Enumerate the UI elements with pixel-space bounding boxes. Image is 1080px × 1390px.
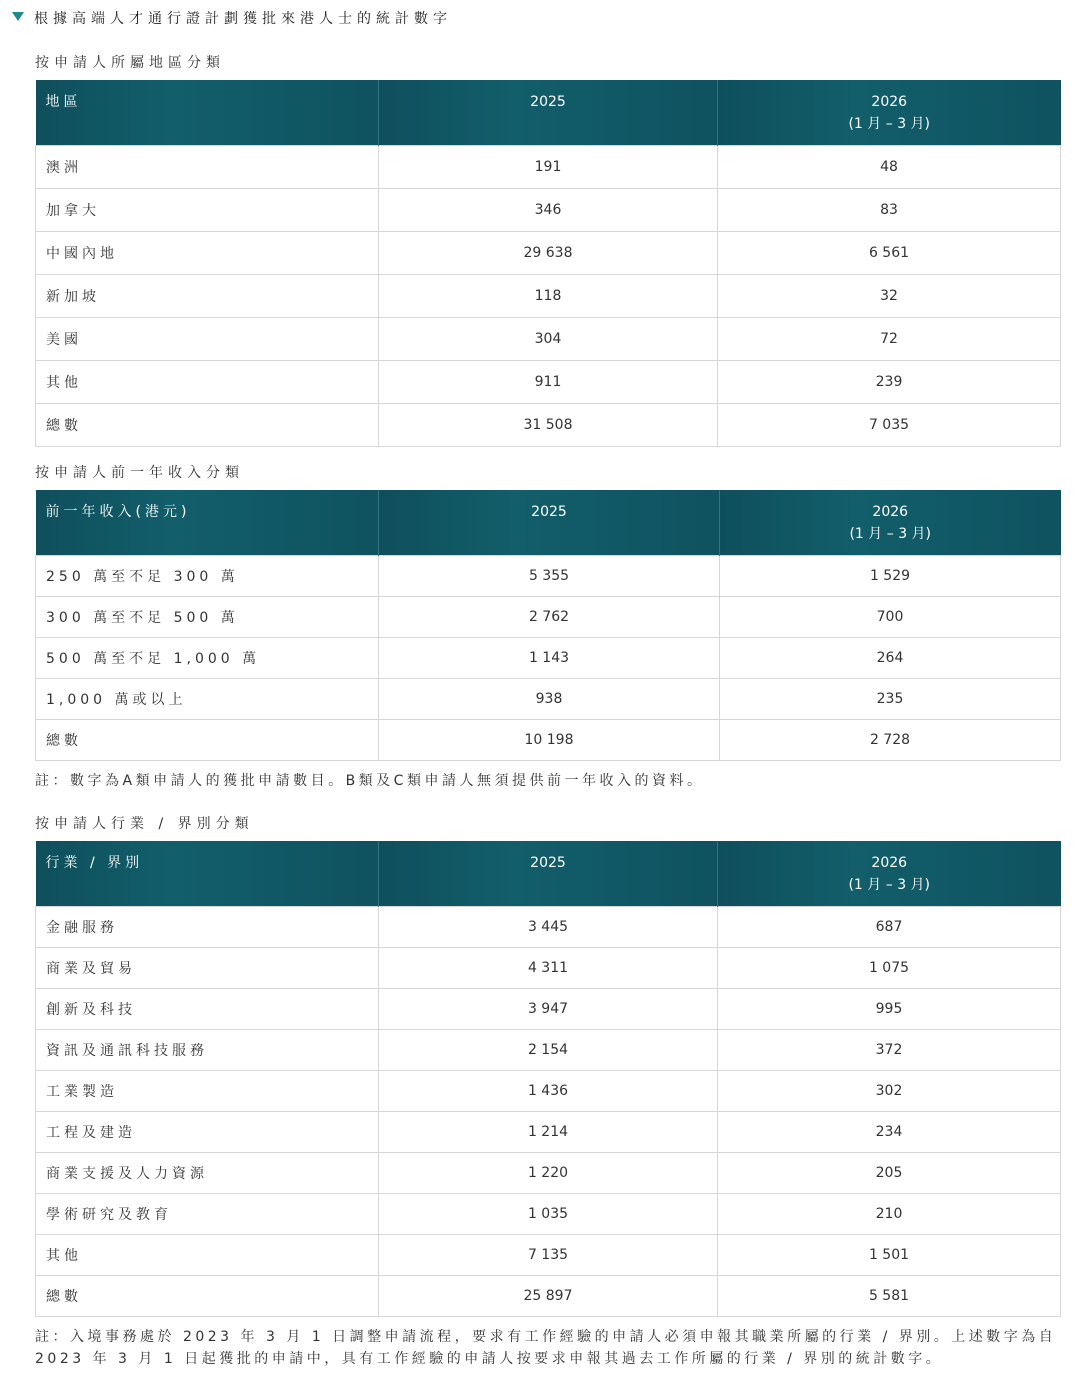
- value-2026: 7 035: [718, 403, 1061, 446]
- row-label: 250 萬至不足 300 萬: [36, 555, 379, 596]
- row-label: 500 萬至不足 1,000 萬: [36, 637, 379, 678]
- header-2026-period: (1 月 – 3 月): [848, 116, 931, 132]
- header-2026: [718, 80, 1061, 145]
- table-row: [36, 1234, 1061, 1275]
- value-2025: 1 436: [379, 1070, 718, 1111]
- row-label: 其他: [36, 360, 379, 403]
- table-row: [36, 1029, 1061, 1070]
- value-2025: 10 198: [379, 719, 720, 760]
- table-row: [36, 1152, 1061, 1193]
- row-label: 新加坡: [36, 274, 379, 317]
- header-2026-year: 2026: [871, 855, 908, 871]
- value-2026: 235: [720, 678, 1061, 719]
- value-2026: 210: [718, 1193, 1061, 1234]
- table-row: [36, 637, 1061, 678]
- table-row: [36, 274, 1061, 317]
- industry-note: 註：入境事務處於 2023 年 3 月 1 日調整申請流程，要求有工作經驗的申請人必須申報其職業所屬的行業 / 界別。上述數字為自 2023 年 3 月 1 日起獲批的申請中，具有工作經驗的申請人按要求申報其過去工作所屬的行業 / 界別的統計數字。: [35, 1329, 1057, 1367]
- value-2026: 83: [718, 188, 1061, 231]
- row-label: 金融服務: [36, 906, 379, 947]
- header-2026-period: (1 月 – 3 月): [848, 877, 931, 893]
- row-label: 工程及建造: [36, 1111, 379, 1152]
- value-2025: 7 135: [379, 1234, 718, 1275]
- value-2026: 1 529: [720, 555, 1061, 596]
- table-row: [36, 231, 1061, 274]
- value-2025: 25 897: [379, 1275, 718, 1316]
- value-2025: 118: [379, 274, 718, 317]
- value-2025: 2 154: [379, 1029, 718, 1070]
- table-row: [36, 403, 1061, 446]
- row-label: 1,000 萬或以上: [36, 678, 379, 719]
- table-row: [36, 1111, 1061, 1152]
- value-2026: 995: [718, 988, 1061, 1029]
- table-row: [36, 988, 1061, 1029]
- header-2026-year: 2026: [871, 94, 908, 110]
- value-2025: 304: [379, 317, 718, 360]
- value-2025: 3 947: [379, 988, 718, 1029]
- table-row: [36, 555, 1061, 596]
- header-2025: 2025: [379, 841, 718, 906]
- header-2026: [718, 841, 1061, 906]
- value-2025: 346: [379, 188, 718, 231]
- value-2025: 31 508: [379, 403, 718, 446]
- value-2026: 32: [718, 274, 1061, 317]
- value-2026: 700: [720, 596, 1061, 637]
- page-title-text: 根據高端人才通行證計劃獲批來港人士的統計數字: [34, 11, 452, 27]
- value-2026: 72: [718, 317, 1061, 360]
- value-2025: 1 143: [379, 637, 720, 678]
- value-2025: 938: [379, 678, 720, 719]
- table-row: [36, 596, 1061, 637]
- table-row: [36, 317, 1061, 360]
- value-2026: 1 075: [718, 947, 1061, 988]
- value-2026: 2 728: [720, 719, 1061, 760]
- value-2026: 205: [718, 1152, 1061, 1193]
- value-2025: 1 214: [379, 1111, 718, 1152]
- header-2025: 2025: [379, 80, 718, 145]
- row-label: 加拿大: [36, 188, 379, 231]
- value-2026: 239: [718, 360, 1061, 403]
- table-row: [36, 188, 1061, 231]
- value-2026: 5 581: [718, 1275, 1061, 1316]
- value-2025: 191: [379, 145, 718, 188]
- value-2026: 6 561: [718, 231, 1061, 274]
- header-2025: 2025: [379, 490, 720, 555]
- value-2025: 1 035: [379, 1193, 718, 1234]
- table-row: [36, 360, 1061, 403]
- value-2025: 1 220: [379, 1152, 718, 1193]
- section-title-income: 按申請人前一年收入分類: [35, 465, 244, 481]
- region-table: [35, 80, 1061, 447]
- value-2026: 687: [718, 906, 1061, 947]
- value-2026: 302: [718, 1070, 1061, 1111]
- value-2026: 1 501: [718, 1234, 1061, 1275]
- row-label: 商業及貿易: [36, 947, 379, 988]
- table-row: [36, 947, 1061, 988]
- table-row: [36, 678, 1061, 719]
- table-row: [36, 719, 1061, 760]
- value-2026: 372: [718, 1029, 1061, 1070]
- table-row: [36, 1275, 1061, 1316]
- value-2025: 29 638: [379, 231, 718, 274]
- industry-table: [35, 841, 1061, 1317]
- header-2026-year: 2026: [872, 504, 909, 520]
- value-2025: 5 355: [379, 555, 720, 596]
- row-label: 中國內地: [36, 231, 379, 274]
- row-label: 總數: [36, 403, 379, 446]
- value-2025: 2 762: [379, 596, 720, 637]
- header-2026-period: (1 月 – 3 月): [849, 526, 932, 542]
- value-2026: 48: [718, 145, 1061, 188]
- value-2026: 264: [720, 637, 1061, 678]
- collapse-triangle-icon[interactable]: [12, 12, 24, 21]
- section-title-region: 按申請人所屬地區分類: [35, 55, 225, 71]
- table-row: [36, 906, 1061, 947]
- row-label: 商業支援及人力資源: [36, 1152, 379, 1193]
- row-label: 300 萬至不足 500 萬: [36, 596, 379, 637]
- header-region: 地區: [36, 80, 379, 145]
- income-table: [35, 490, 1061, 761]
- table-row: [36, 1070, 1061, 1111]
- header-2026: [720, 490, 1061, 555]
- page-title: [12, 8, 452, 28]
- table-row: [36, 1193, 1061, 1234]
- section-title-industry: 按申請人行業 / 界別分類: [35, 816, 254, 832]
- row-label: 總數: [36, 719, 379, 760]
- row-label: 資訊及通訊科技服務: [36, 1029, 379, 1070]
- row-label: 學術研究及教育: [36, 1193, 379, 1234]
- row-label: 總數: [36, 1275, 379, 1316]
- row-label: 其他: [36, 1234, 379, 1275]
- value-2025: 4 311: [379, 947, 718, 988]
- value-2025: 3 445: [379, 906, 718, 947]
- table-row: [36, 145, 1061, 188]
- header-income: 前一年收入(港元): [36, 490, 379, 555]
- header-industry: 行業 / 界別: [36, 841, 379, 906]
- row-label: 創新及科技: [36, 988, 379, 1029]
- value-2026: 234: [718, 1111, 1061, 1152]
- income-note: 註：數字為A類申請人的獲批申請數目。B類及C類申請人無須提供前一年收入的資料。: [35, 773, 705, 789]
- row-label: 澳洲: [36, 145, 379, 188]
- row-label: 美國: [36, 317, 379, 360]
- value-2025: 911: [379, 360, 718, 403]
- row-label: 工業製造: [36, 1070, 379, 1111]
